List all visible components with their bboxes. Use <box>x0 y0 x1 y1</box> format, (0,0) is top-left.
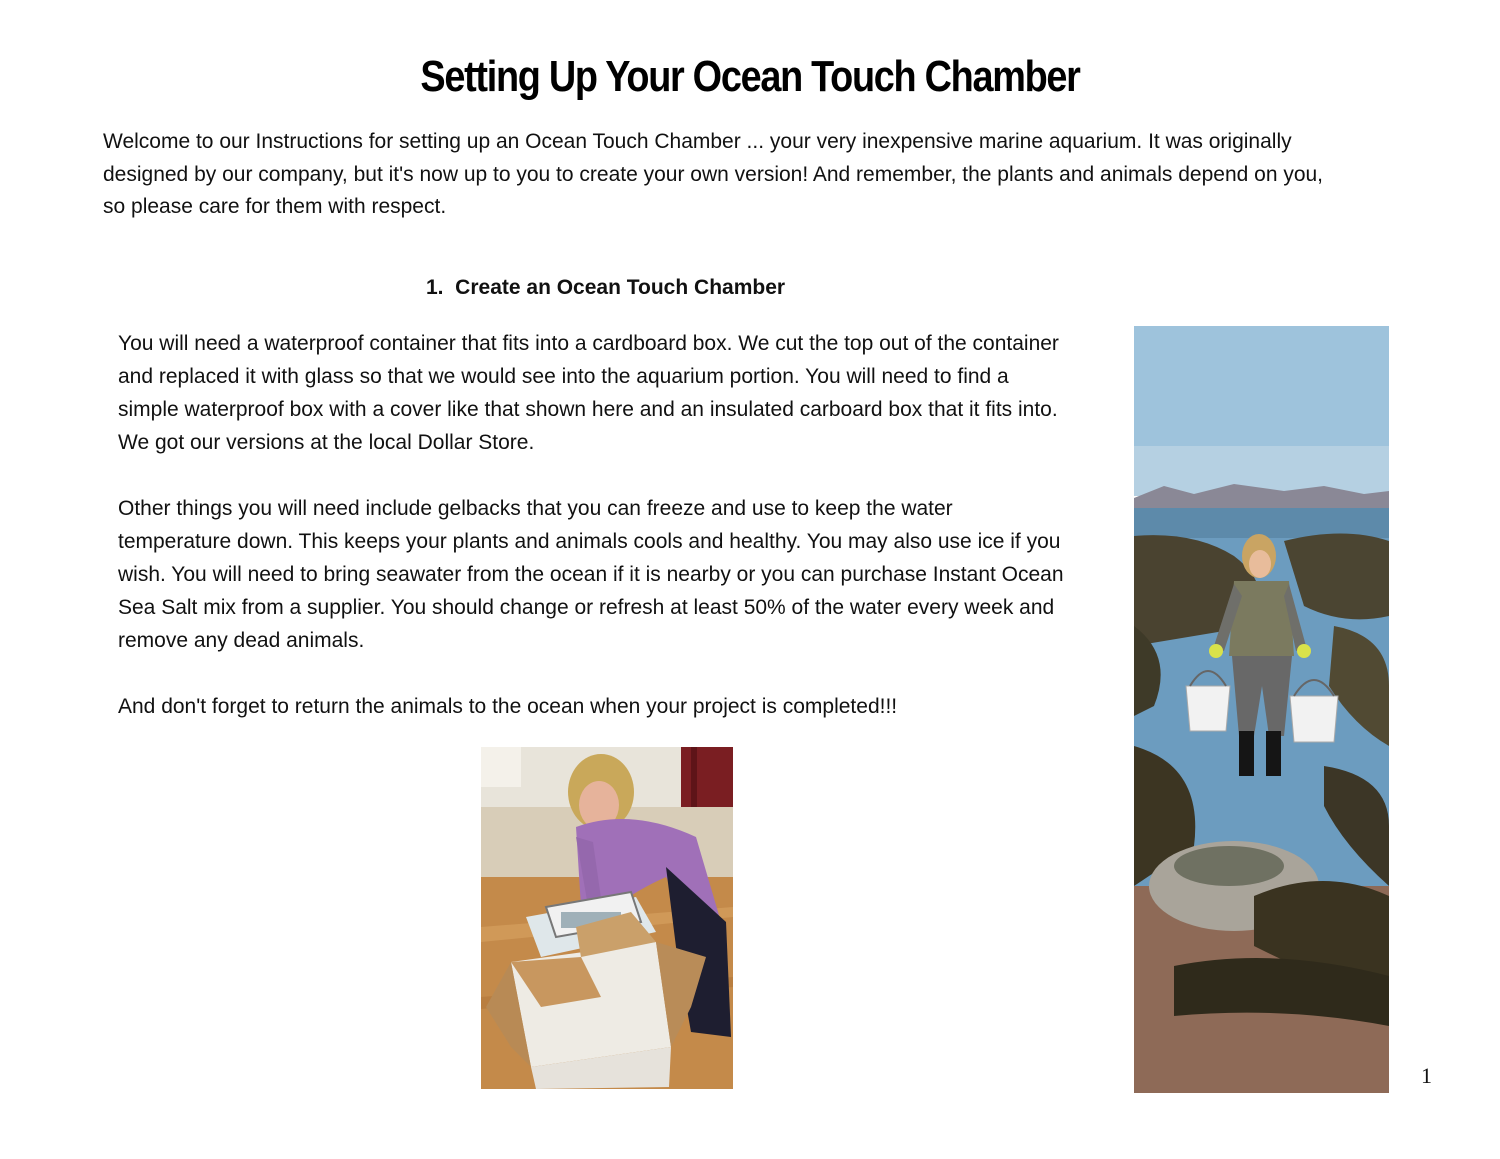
paragraph-supplies: Other things you will need include gelbacks that you can freeze and use to keep the water temperature down. This keeps your plants and animals cools and healthy. You may also use ice if you wish. You will need to bring seawater from the ocean if it is nearby or you can purchase Instant Ocean Sea Salt mix from a supplier. You should change or refresh at least 50% of the water every week and remove any dead animals. <box>118 497 1064 652</box>
section-heading: 1. Create an Ocean Touch Chamber <box>426 276 786 299</box>
paragraph-container: You will need a waterproof container that fits into a cardboard box. We cut the top out of the container and replaced it with glass so that we would see into the aquarium portion. You will need to find a simple waterproof box with a cover like that shown here and an insulated carboard box that it fits into. We got our versions at the local Dollar Store. <box>118 332 1059 454</box>
photo-woman-with-buckets <box>1134 326 1389 1093</box>
paragraph-return-animals: And don't forget to return the animals to the ocean when your project is completed!!! <box>118 695 898 718</box>
intro-paragraph <box>103 126 1343 224</box>
page-number: 1 <box>1421 1063 1432 1088</box>
page-title: Setting Up Your Ocean Touch Chamber <box>420 52 1080 101</box>
intro-text: Welcome to our Instructions for setting up an Ocean Touch Chamber ... your very inexpensive marine aquarium. It was originally designed by our company, but it's now up to you to create your own version! And remember, the plants and animals depend on you, so please care for them with respect. <box>103 130 1324 218</box>
photo-woman-with-box <box>481 747 733 1089</box>
body-text <box>118 327 1068 756</box>
